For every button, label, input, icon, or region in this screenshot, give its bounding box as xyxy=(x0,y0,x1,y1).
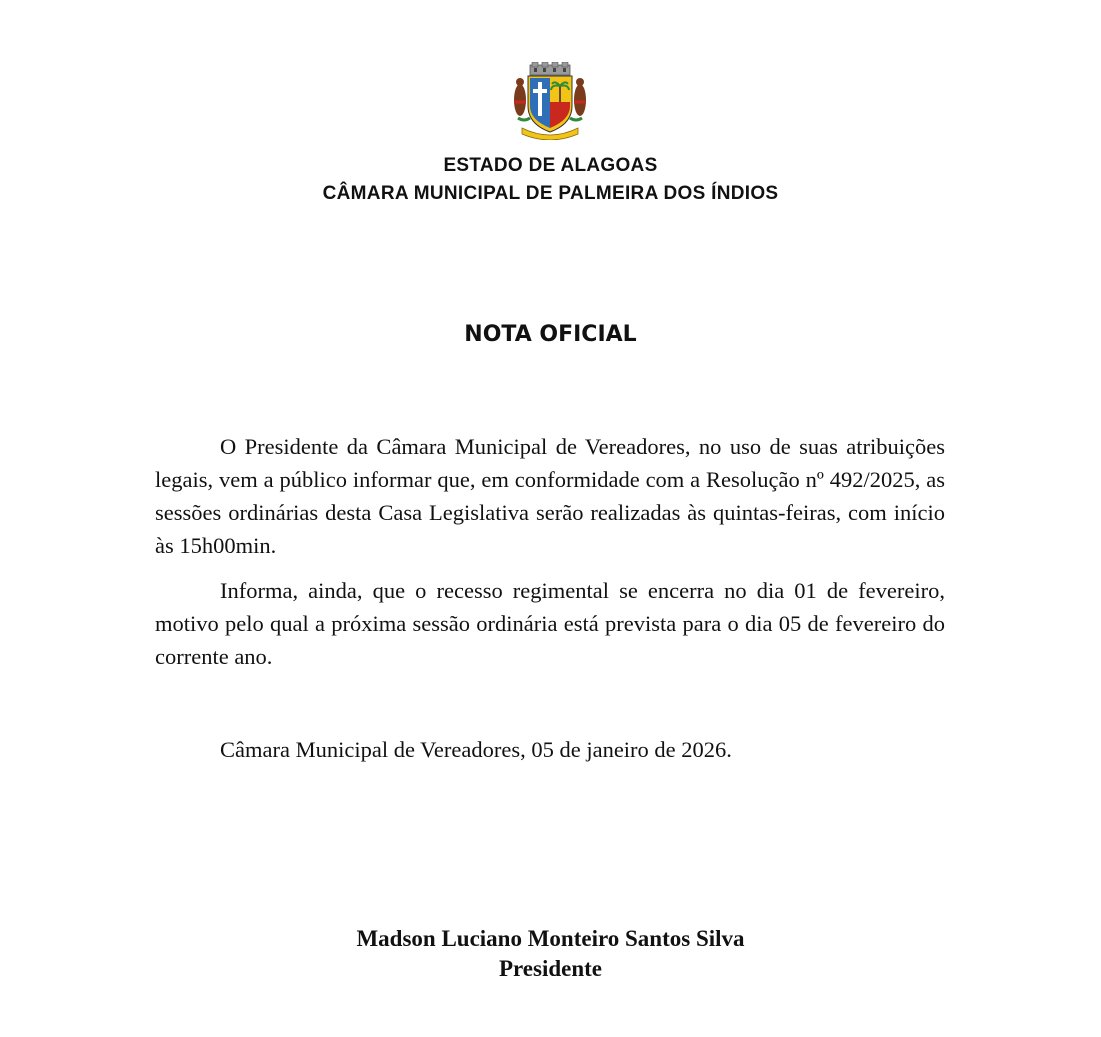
document-body xyxy=(155,430,945,685)
coat-of-arms-icon xyxy=(512,62,588,140)
signatory-name: Madson Luciano Monteiro Santos Silva xyxy=(356,926,745,951)
body-paragraph: Informa, ainda, que o recesso regimental se encerra no dia 01 de fevereiro, motivo pelo qual a próxima sessão ordinária está prevista para o dia 05 de fevereiro do corrente ano. xyxy=(155,578,945,669)
header-state: ESTADO DE ALAGOAS xyxy=(443,155,658,176)
signature-block xyxy=(0,924,1101,984)
header-chamber: CÂMARA MUNICIPAL DE PALMEIRA DOS ÍNDIOS xyxy=(322,183,779,204)
body-paragraph: O Presidente da Câmara Municipal de Vereadores, no uso de suas atribuições legais, vem a público informar que, em conformidade com a Resolução nº 492/2025, as sessões ordinárias desta Casa Legislativa serão realizadas às quintas-feiras, com início às 15h00min. xyxy=(155,434,945,558)
closing-date-line: Câmara Municipal de Vereadores, 05 de janeiro de 2026. xyxy=(220,737,732,762)
signatory-role: Presidente xyxy=(498,956,603,981)
document-title: NOTA OFICIAL xyxy=(464,322,637,347)
